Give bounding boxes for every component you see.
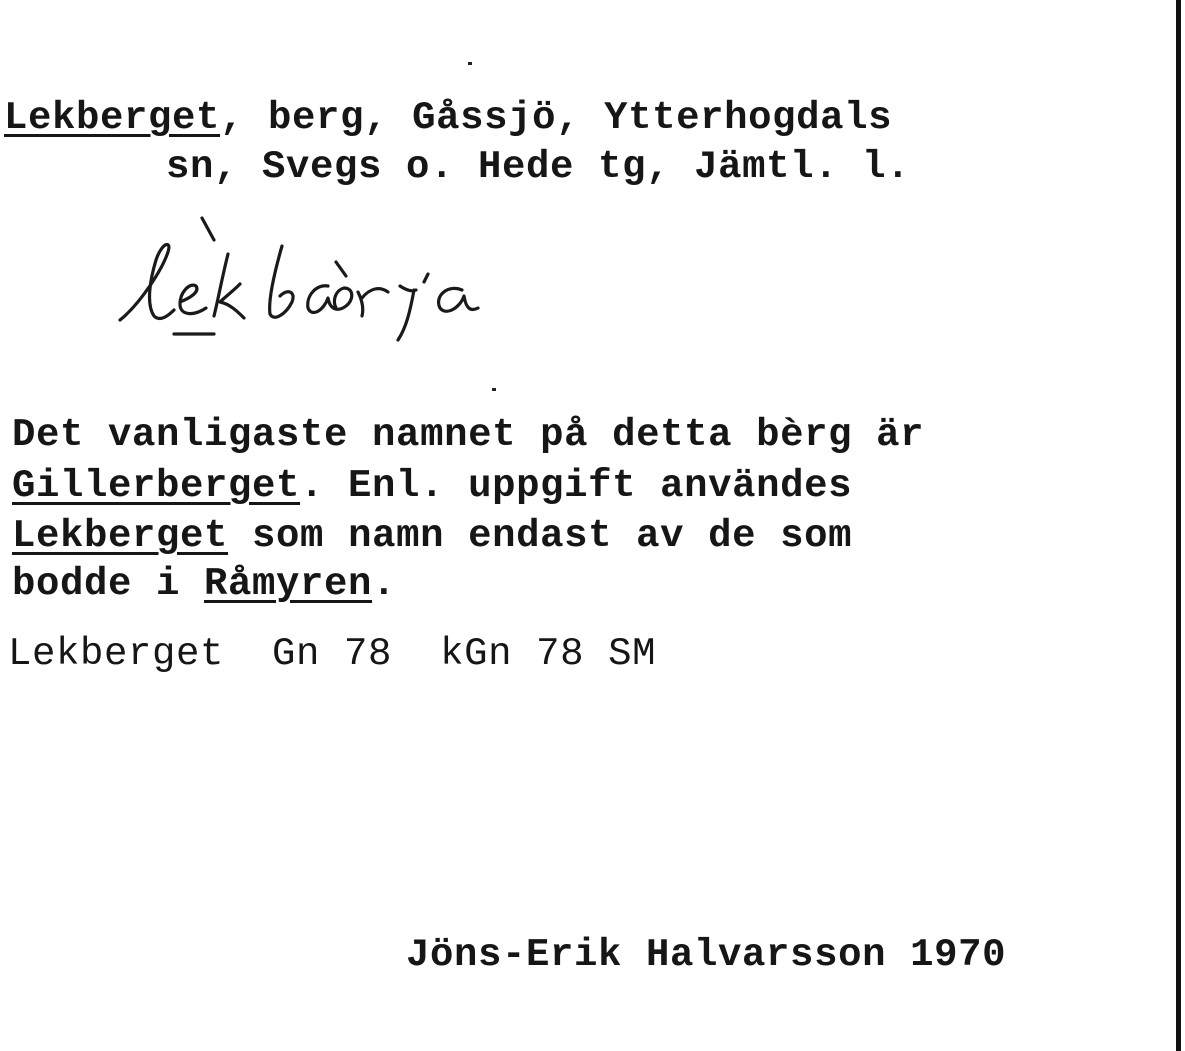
collector-signature: Jöns-Erik Halvarsson 1970 [406, 933, 1007, 977]
speck-mark [492, 388, 496, 391]
place-name-lekberget: Lekberget [12, 514, 229, 558]
body-text: . [372, 562, 397, 606]
handwritten-pronunciation [110, 212, 570, 342]
card-header-line-1 [4, 96, 892, 140]
body-text: bodde i [12, 562, 205, 606]
source-references: Lekberget Gn 78 kGn 78 SM [8, 632, 657, 676]
body-text: . Enl. uppgift användes [300, 464, 853, 508]
place-name-ramyren: Råmyren [204, 562, 373, 606]
body-line-4 [12, 562, 396, 606]
place-name-gillerberget: Gillerberget [12, 464, 301, 508]
speck-mark [468, 62, 472, 65]
headword: Lekberget [4, 96, 221, 140]
body-line-3 [12, 514, 852, 558]
card-header-line-2: sn, Svegs o. Hede tg, Jämtl. l. [166, 145, 911, 189]
header-details: , berg, Gåssjö, Ytterhogdals [220, 96, 893, 140]
card-edge [1176, 0, 1181, 1051]
body-text: som namn endast av de som [228, 514, 853, 558]
body-line-2 [12, 464, 852, 508]
body-line-1: Det vanligaste namnet på detta bèrg är [12, 413, 925, 457]
